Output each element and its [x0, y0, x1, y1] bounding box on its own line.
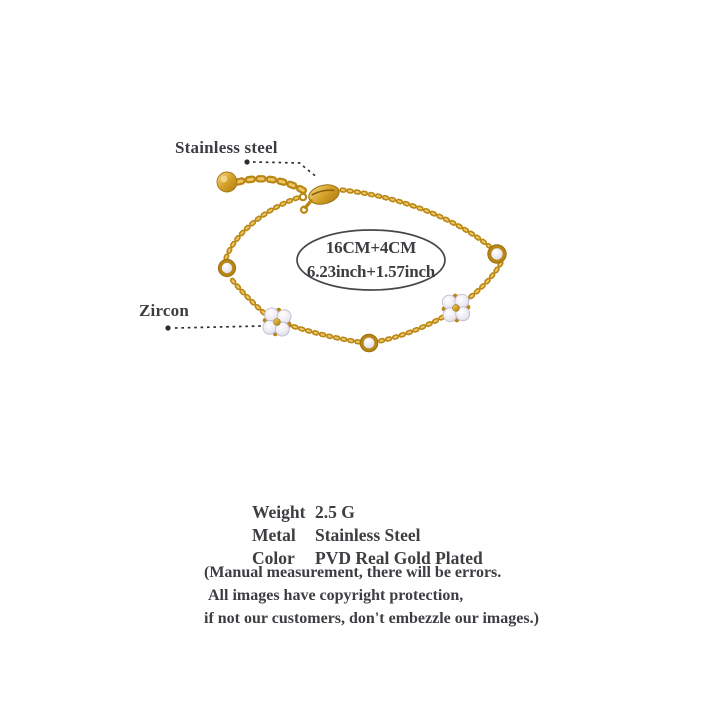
- tag-disc: [217, 172, 237, 192]
- zircon-bezel-right: [488, 245, 506, 263]
- zircon-flower-charm-right: [441, 293, 472, 324]
- spec-table: [252, 501, 483, 570]
- size-cm: 16CM+4CM: [325, 237, 417, 257]
- spec-label: Metal: [252, 525, 296, 545]
- disclaimer-line: (Manual measurement, there will be errors.: [204, 564, 502, 581]
- disclaimer-line: All images have copyright protection,: [208, 586, 464, 604]
- size-inch: 6.23inch+1.57inch: [306, 262, 436, 281]
- extension-chain: [238, 179, 306, 192]
- size-annotation: [297, 231, 445, 289]
- spec-row-metal: [252, 524, 483, 547]
- label-stainless-steel: Stainless steel: [175, 138, 278, 157]
- label-zircon: Zircon: [139, 301, 190, 320]
- zircon-flower-charm-left: [261, 306, 294, 339]
- spec-label: Color: [252, 548, 295, 568]
- disclaimer: [204, 562, 539, 630]
- spec-value: 2.5 G: [315, 502, 355, 522]
- spec-value: PVD Real Gold Plated: [315, 548, 483, 568]
- spec-label: Weight: [252, 502, 306, 522]
- leader-line-zircon: [165, 325, 261, 330]
- spec-row-weight: [252, 501, 483, 524]
- zircon-bezel-bottom: [360, 334, 378, 352]
- leader-line-stainless-steel: [244, 159, 318, 178]
- jump-ring: [300, 194, 306, 200]
- disclaimer-line: if not our customers, don't embezzle our images.): [204, 609, 539, 627]
- spec-value: Stainless Steel: [315, 525, 421, 545]
- zircon-bezel-left: [218, 259, 235, 276]
